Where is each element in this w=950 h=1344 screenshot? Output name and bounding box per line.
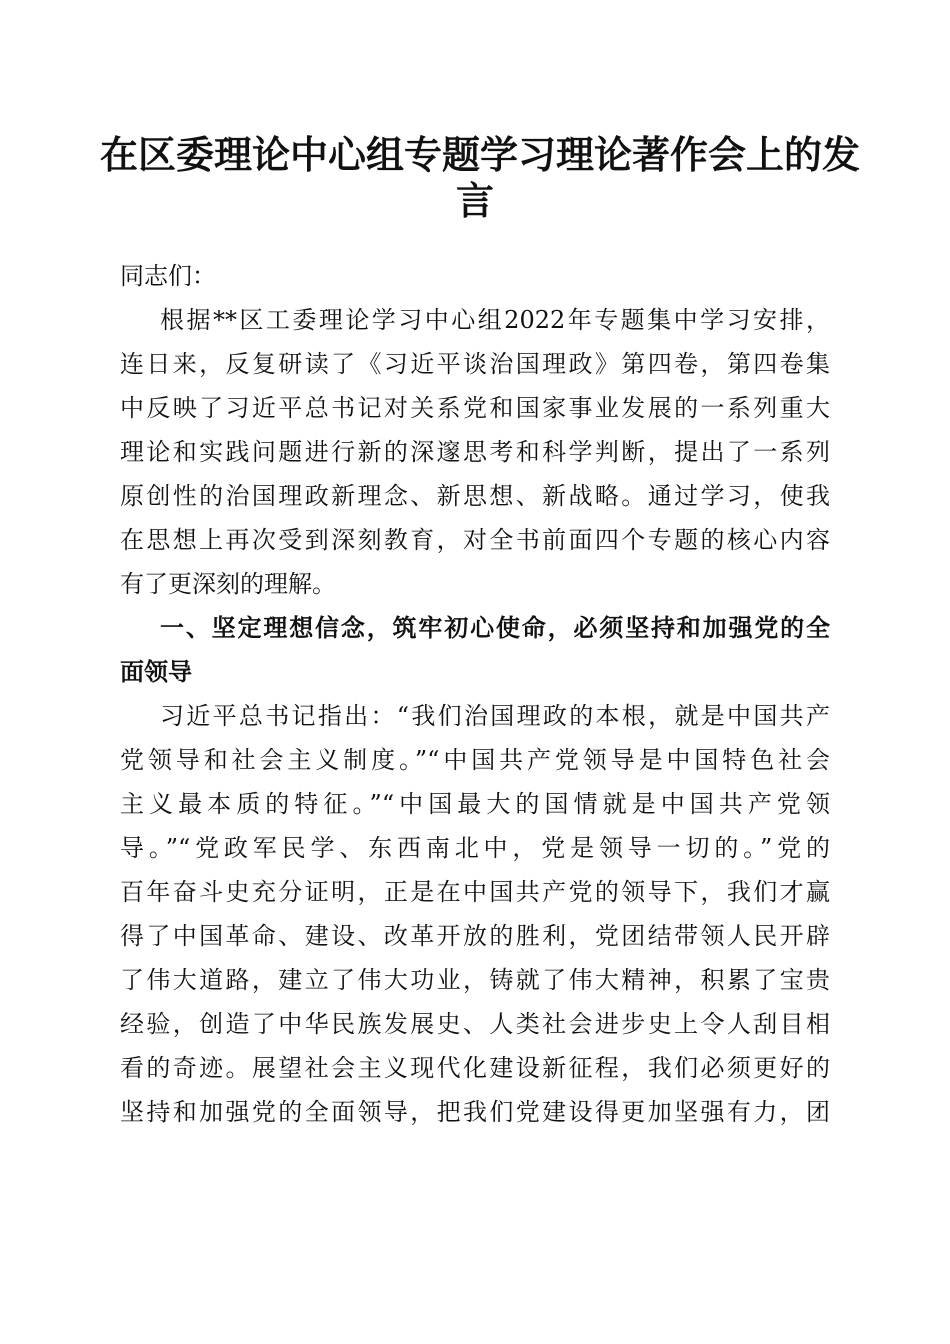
paragraph-line: 百年奋斗史充分证明，正是在中国共产党的领导下，我们才赢 bbox=[120, 878, 830, 906]
document-body bbox=[120, 254, 830, 1134]
paragraph-line: 在思想上再次受到深刻教育，对全书前面四个专题的核心内容 bbox=[120, 526, 830, 554]
paragraph-line: 看的奇迹。展望社会主义现代化建设新征程，我们必须更好的 bbox=[120, 1054, 830, 1082]
title-line: 在区委理论中心组专题学习理论著作会上的发 bbox=[100, 132, 861, 177]
paragraph-line: 了伟大道路，建立了伟大功业，铸就了伟大精神，积累了宝贵 bbox=[120, 966, 830, 994]
paragraph-line: 得了中国革命、建设、改革开放的胜利，党团结带领人民开辟 bbox=[120, 922, 830, 950]
paragraph-line: 理论和实践问题进行新的深邃思考和科学判断，提出了一系列 bbox=[120, 438, 830, 466]
paragraph-line: 中反映了习近平总书记对关系党和国家事业发展的一系列重大 bbox=[120, 394, 830, 422]
paragraph-line: 经验，创造了中华民族发展史、人类社会进步史上令人刮目相 bbox=[120, 1010, 830, 1038]
paragraph-line: 党领导和社会主义制度。”“中国共产党领导是中国特色社会 bbox=[120, 746, 830, 774]
section-heading-1 bbox=[120, 606, 830, 694]
paragraph-line: 坚持和加强党的全面领导，把我们党建设得更加坚强有力，团 bbox=[120, 1098, 830, 1126]
paragraph-line: 习近平总书记指出：“我们治国理政的本根，就是中国共产 bbox=[160, 702, 830, 730]
document-title bbox=[100, 132, 861, 224]
paragraph-line: 根据**区工委理论学习中心组2022年专题集中学习安排， bbox=[160, 306, 830, 334]
paragraph-intro bbox=[120, 298, 830, 606]
paragraph-line: 有了更深刻的理解。 bbox=[120, 570, 336, 598]
heading-line: 一、坚定理想信念，筑牢初心使命，必须坚持和加强党的全 bbox=[160, 614, 830, 642]
heading-line: 面领导 bbox=[120, 658, 192, 686]
paragraph-line: 原创性的治国理政新理念、新思想、新战略。通过学习，使我 bbox=[120, 482, 830, 510]
paragraph-line: 导。”“党政军民学、东西南北中，党是领导一切的。”党的 bbox=[120, 834, 830, 862]
salutation: 同志们： bbox=[120, 262, 216, 290]
title-line: 言 bbox=[455, 178, 494, 223]
paragraph-line: 连日来，反复研读了《习近平谈治国理政》第四卷，第四卷集 bbox=[120, 350, 830, 378]
paragraph-line: 主义最本质的特征。”“中国最大的国情就是中国共产党领 bbox=[120, 790, 830, 818]
paragraph-section-1 bbox=[120, 694, 830, 1134]
